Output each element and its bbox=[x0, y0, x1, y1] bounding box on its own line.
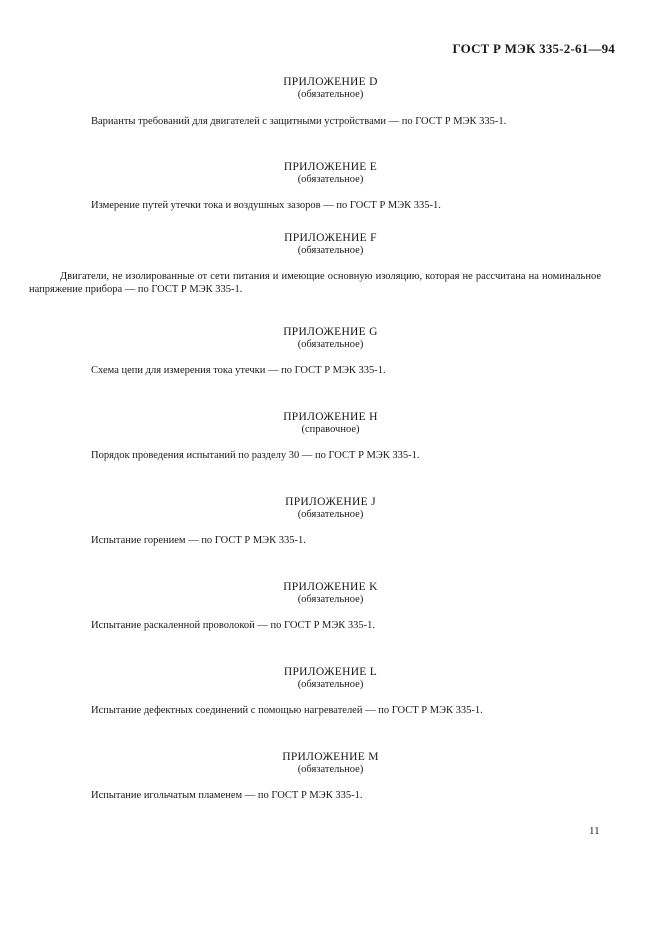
page-number: 11 bbox=[589, 825, 600, 837]
annex-status: (обязательное) bbox=[297, 679, 364, 690]
annex-text: Испытание игольчатым пламенем — по ГОСТ Р МЭК 335-1. bbox=[91, 790, 363, 801]
annex-text: Порядок проведения испытаний по разделу 30 — по ГОСТ Р МЭК 335-1. bbox=[91, 450, 420, 461]
annex-text: Испытание дефектных соединений с помощью нагревателей — по ГОСТ Р МЭК 335-1. bbox=[91, 705, 483, 716]
annex-title: ПРИЛОЖЕНИЕ G bbox=[283, 326, 378, 338]
annex-text: Двигатели, не изолированные от сети питания и имеющие основную изоляцию, которая не рассчитана на номинальное напряжение прибора — по ГОСТ Р МЭК 335-1. bbox=[29, 271, 601, 295]
annex-title: ПРИЛОЖЕНИЕ K bbox=[283, 581, 378, 593]
annex-title: ПРИЛОЖЕНИЕ E bbox=[283, 161, 378, 173]
annex-text: Измерение путей утечки тока и воздушных зазоров — по ГОСТ Р МЭК 335-1. bbox=[91, 200, 441, 211]
annex-status: (обязательное) bbox=[297, 174, 364, 185]
annex-status: (обязательное) bbox=[297, 594, 364, 605]
annex-title: ПРИЛОЖЕНИЕ J bbox=[285, 496, 376, 508]
annex-text: Схема цепи для измерения тока утечки — по ГОСТ Р МЭК 335-1. bbox=[91, 365, 386, 376]
annex-text: Испытание горением — по ГОСТ Р МЭК 335-1. bbox=[91, 535, 306, 546]
annex-text: Варианты требований для двигателей с защитными устройствами — по ГОСТ Р МЭК 335-1. bbox=[91, 116, 507, 127]
annex-status: (обязательное) bbox=[297, 764, 364, 775]
document-header-standard-code: ГОСТ Р МЭК 335-2-61—94 bbox=[452, 41, 615, 56]
annex-status: (обязательное) bbox=[297, 509, 364, 520]
annex-status: (обязательное) bbox=[297, 245, 364, 256]
annex-status: (справочное) bbox=[301, 424, 360, 435]
annex-status: (обязательное) bbox=[297, 89, 364, 100]
annex-title: ПРИЛОЖЕНИЕ L bbox=[283, 666, 378, 678]
annex-title: ПРИЛОЖЕНИЕ D bbox=[283, 76, 378, 88]
annex-status: (обязательное) bbox=[297, 339, 364, 350]
annex-title: ПРИЛОЖЕНИЕ F bbox=[284, 232, 377, 244]
annex-text: Испытание раскаленной проволокой — по ГОСТ Р МЭК 335-1. bbox=[91, 620, 376, 631]
annex-title: ПРИЛОЖЕНИЕ H bbox=[283, 411, 378, 423]
annex-title: ПРИЛОЖЕНИЕ M bbox=[282, 751, 379, 763]
